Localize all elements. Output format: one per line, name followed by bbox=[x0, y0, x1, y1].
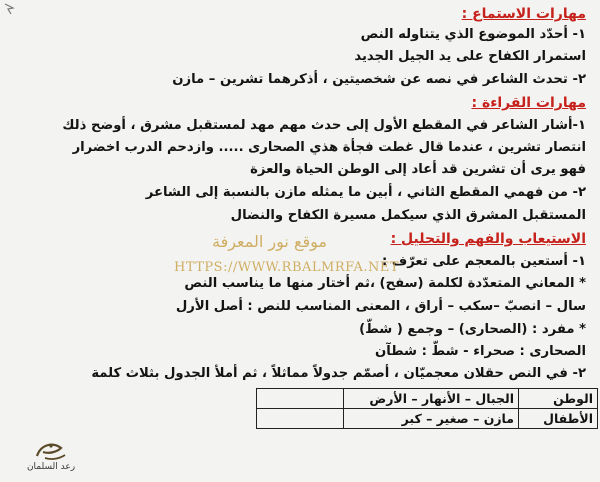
comprehension-q1-part2: * مفرد : (الصحارى) – وجمع ( شطّ) bbox=[359, 322, 586, 337]
reading-a2: المستقبل المشرق الذي سيكمل مسيرة الكفاح والنضال bbox=[230, 208, 586, 223]
table-row bbox=[257, 389, 598, 409]
watermark-url: HTTPS://WWW.RBALMRFA.NET bbox=[174, 260, 400, 275]
reading-q1: ١-أشار الشاعر في المقطع الأول إلى حدث مهم مهد لمستقبل مشرق ، أوضح ذلك bbox=[62, 118, 586, 133]
listening-q1: ١- أحدّد الموضوع الذي يتناوله النص bbox=[360, 27, 586, 42]
table-row bbox=[257, 409, 598, 429]
author-name: رعد السلمان bbox=[26, 462, 76, 472]
comprehension-a1-part1: سال – انصبّ –سكب – أراق ، المعنى المناسب للنص : أصل الأرل bbox=[175, 299, 586, 314]
author-logo bbox=[14, 438, 88, 478]
listening-q2: ٢- تحدث الشاعر في نصه عن شخصيتين ، أذكرهما تشرين – مازن bbox=[172, 72, 586, 87]
table-cell-words: مازن – صغير – كبر bbox=[344, 409, 519, 429]
semantic-fields-table bbox=[256, 388, 598, 429]
table-cell-field: الوطن bbox=[519, 389, 598, 409]
reading-a1-line2: فهو يرى أن تشرين قد أعاد إلى الوطن الحياة والعزة bbox=[250, 162, 586, 177]
reading-a1-line1: انتصار تشرين ، عندما قال غطت فجأة هذي الصحارى ..... وازدحم الدرب اخضرار bbox=[72, 140, 586, 155]
reading-skills-heading: مهارات القراءة : bbox=[471, 95, 586, 111]
comprehension-a1-part2: الصحارى : صحراء - شطّ : شطآن bbox=[375, 344, 586, 359]
table-cell-words: الجبال – الأنهار – الأرض bbox=[344, 389, 519, 409]
watermark-site-name: موقع نور المعرفة bbox=[212, 232, 327, 251]
table-cell-empty bbox=[257, 389, 344, 409]
listening-a1: استمرار الكفاح على يد الجيل الجديد bbox=[354, 49, 586, 64]
reading-q2: ٢- من فهمي المقطع الثاني ، أبين ما يمثله مازن بالنسبة إلى الشاعر bbox=[145, 185, 586, 200]
listening-skills-heading: مهارات الاستماع : bbox=[461, 6, 586, 22]
table-cell-empty bbox=[257, 409, 344, 429]
comprehension-q2: ٢- في النص حقلان معجميّان ، أصمّم جدولاً مماثلاً ، ثم أملأ الجدول بثلاث كلمة bbox=[91, 366, 586, 381]
comprehension-heading: الاستيعاب والفهم والتحليل : bbox=[390, 231, 586, 247]
comprehension-q1: ١- أستعين بالمعجم على تعرّف : bbox=[382, 254, 586, 269]
calligraphy-logo-icon bbox=[31, 438, 71, 464]
comprehension-q1-part1: * المعاني المتعدّدة لكلمة (سفح) ،ثم أختار منها ما يناسب النص bbox=[184, 276, 586, 291]
table-cell-field: الأطفال bbox=[519, 409, 598, 429]
